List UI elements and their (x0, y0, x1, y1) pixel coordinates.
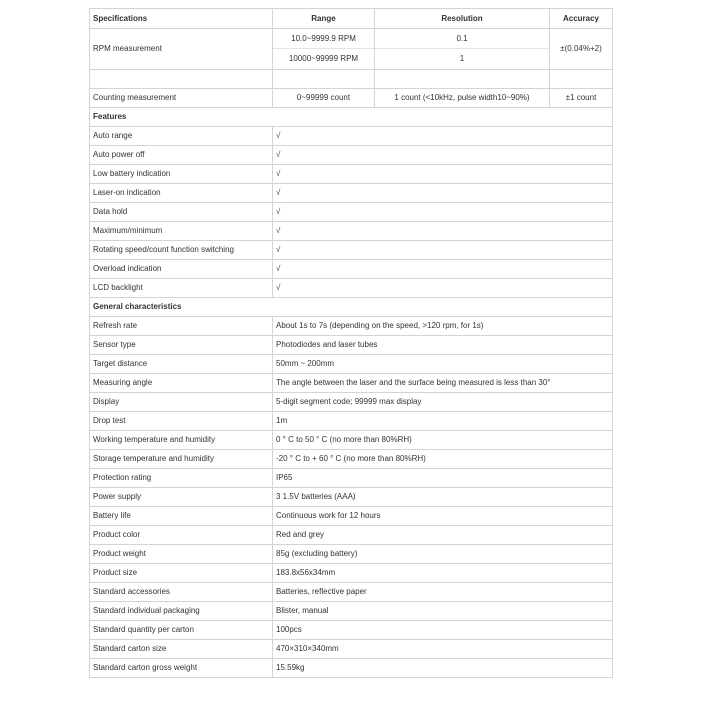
header-resolution: Resolution (375, 9, 550, 29)
rpm-resolution-2: 1 (375, 48, 549, 69)
features-item-label: Maximum/minimum (90, 222, 273, 241)
general-item-label: Standard quantity per carton (90, 621, 273, 640)
general-item-value: 15.59kg (273, 659, 613, 678)
general-item-value: The angle between the laser and the surface being measured is less than 30° (273, 374, 613, 393)
table-row (90, 583, 613, 602)
general-item-label: Standard individual packaging (90, 602, 273, 621)
table-row (90, 374, 613, 393)
general-item-label: Standard accessories (90, 583, 273, 602)
features-item-value: √ (273, 146, 613, 165)
features-item-label: Data hold (90, 203, 273, 222)
table-row (90, 146, 613, 165)
spec-sheet (89, 8, 612, 678)
table-row (90, 279, 613, 298)
table-row (90, 621, 613, 640)
general-item-value: -20 ° C to + 60 ° C (no more than 80%RH) (273, 450, 613, 469)
blank-row (90, 70, 613, 89)
spec-table (89, 8, 613, 678)
features-section-title: Features (90, 108, 613, 127)
general-item-label: Product weight (90, 545, 273, 564)
table-row (90, 203, 613, 222)
general-item-label: Display (90, 393, 273, 412)
general-item-label: Target distance (90, 355, 273, 374)
general-item-label: Storage temperature and humidity (90, 450, 273, 469)
table-row (90, 431, 613, 450)
general-item-value: Continuous work for 12 hours (273, 507, 613, 526)
general-item-value: About 1s to 7s (depending on the speed, >120 rpm, for 1s) (273, 317, 613, 336)
general-item-label: Working temperature and humidity (90, 431, 273, 450)
features-item-value: √ (273, 165, 613, 184)
general-item-value: Batteries, reflective paper (273, 583, 613, 602)
table-row (90, 488, 613, 507)
blank-cell (375, 70, 550, 89)
counting-row (90, 89, 613, 108)
general-item-label: Sensor type (90, 336, 273, 355)
blank-cell (90, 70, 273, 89)
general-item-value: 1m (273, 412, 613, 431)
counting-label: Counting measurement (90, 89, 273, 108)
features-item-value: √ (273, 279, 613, 298)
rpm-range-2: 10000~99999 RPM (273, 48, 374, 69)
features-section-header (90, 108, 613, 127)
table-row (90, 317, 613, 336)
general-section-header (90, 298, 613, 317)
table-row (90, 659, 613, 678)
table-row (90, 165, 613, 184)
features-item-label: Low battery indication (90, 165, 273, 184)
general-item-value: 3 1.5V batteries (AAA) (273, 488, 613, 507)
table-row (90, 526, 613, 545)
general-item-value: 183.8x56x34mm (273, 564, 613, 583)
general-item-label: Drop test (90, 412, 273, 431)
table-row (90, 507, 613, 526)
features-item-label: Auto power off (90, 146, 273, 165)
table-row (90, 222, 613, 241)
general-item-value: IP65 (273, 469, 613, 488)
general-item-value: 50mm ~ 200mm (273, 355, 613, 374)
general-item-value: 100pcs (273, 621, 613, 640)
header-accuracy: Accuracy (550, 9, 613, 29)
table-row (90, 640, 613, 659)
table-row (90, 260, 613, 279)
table-row (90, 412, 613, 431)
general-item-value: Blister, manual (273, 602, 613, 621)
table-row (90, 469, 613, 488)
general-item-value: 5-digit segment code; 99999 max display (273, 393, 613, 412)
features-item-value: √ (273, 203, 613, 222)
general-item-label: Standard carton size (90, 640, 273, 659)
features-item-value: √ (273, 241, 613, 260)
features-item-label: Rotating speed/count function switching (90, 241, 273, 260)
general-item-label: Product color (90, 526, 273, 545)
rpm-row (90, 29, 613, 70)
rpm-accuracy: ±(0.04%+2) (550, 29, 613, 70)
table-header-row (90, 9, 613, 29)
general-item-value: 85g (excluding battery) (273, 545, 613, 564)
blank-cell (273, 70, 375, 89)
table-row (90, 241, 613, 260)
features-item-value: √ (273, 127, 613, 146)
blank-cell (550, 70, 613, 89)
counting-resolution: 1 count (<10kHz, pulse width10~90%) (375, 89, 550, 108)
header-specifications: Specifications (90, 9, 273, 29)
table-row (90, 564, 613, 583)
general-item-label: Protection rating (90, 469, 273, 488)
table-row (90, 393, 613, 412)
general-item-label: Refresh rate (90, 317, 273, 336)
general-item-value: 470×310×340mm (273, 640, 613, 659)
counting-accuracy: ±1 count (550, 89, 613, 108)
table-row (90, 602, 613, 621)
general-item-value: Red and grey (273, 526, 613, 545)
table-row (90, 184, 613, 203)
rpm-range-cell (273, 29, 375, 70)
rpm-resolution-cell (375, 29, 550, 70)
table-row (90, 545, 613, 564)
rpm-label: RPM measurement (90, 29, 273, 70)
table-row (90, 450, 613, 469)
features-item-label: LCD backlight (90, 279, 273, 298)
table-row (90, 355, 613, 374)
general-item-value: Photodiodes and laser tubes (273, 336, 613, 355)
general-item-value: 0 ° C to 50 ° C (no more than 80%RH) (273, 431, 613, 450)
general-item-label: Power supply (90, 488, 273, 507)
table-row (90, 127, 613, 146)
general-item-label: Battery life (90, 507, 273, 526)
features-item-value: √ (273, 184, 613, 203)
general-item-label: Product size (90, 564, 273, 583)
counting-range: 0~99999 count (273, 89, 375, 108)
rpm-resolution-1: 0.1 (456, 34, 468, 43)
rpm-range-1: 10.0~9999.9 RPM (291, 34, 356, 43)
features-item-value: √ (273, 260, 613, 279)
features-item-label: Auto range (90, 127, 273, 146)
features-item-label: Laser-on indication (90, 184, 273, 203)
general-item-label: Measuring angle (90, 374, 273, 393)
general-section-title: General characteristics (90, 298, 613, 317)
features-item-label: Overload indication (90, 260, 273, 279)
header-range: Range (273, 9, 375, 29)
general-item-label: Standard carton gross weight (90, 659, 273, 678)
table-row (90, 336, 613, 355)
features-item-value: √ (273, 222, 613, 241)
